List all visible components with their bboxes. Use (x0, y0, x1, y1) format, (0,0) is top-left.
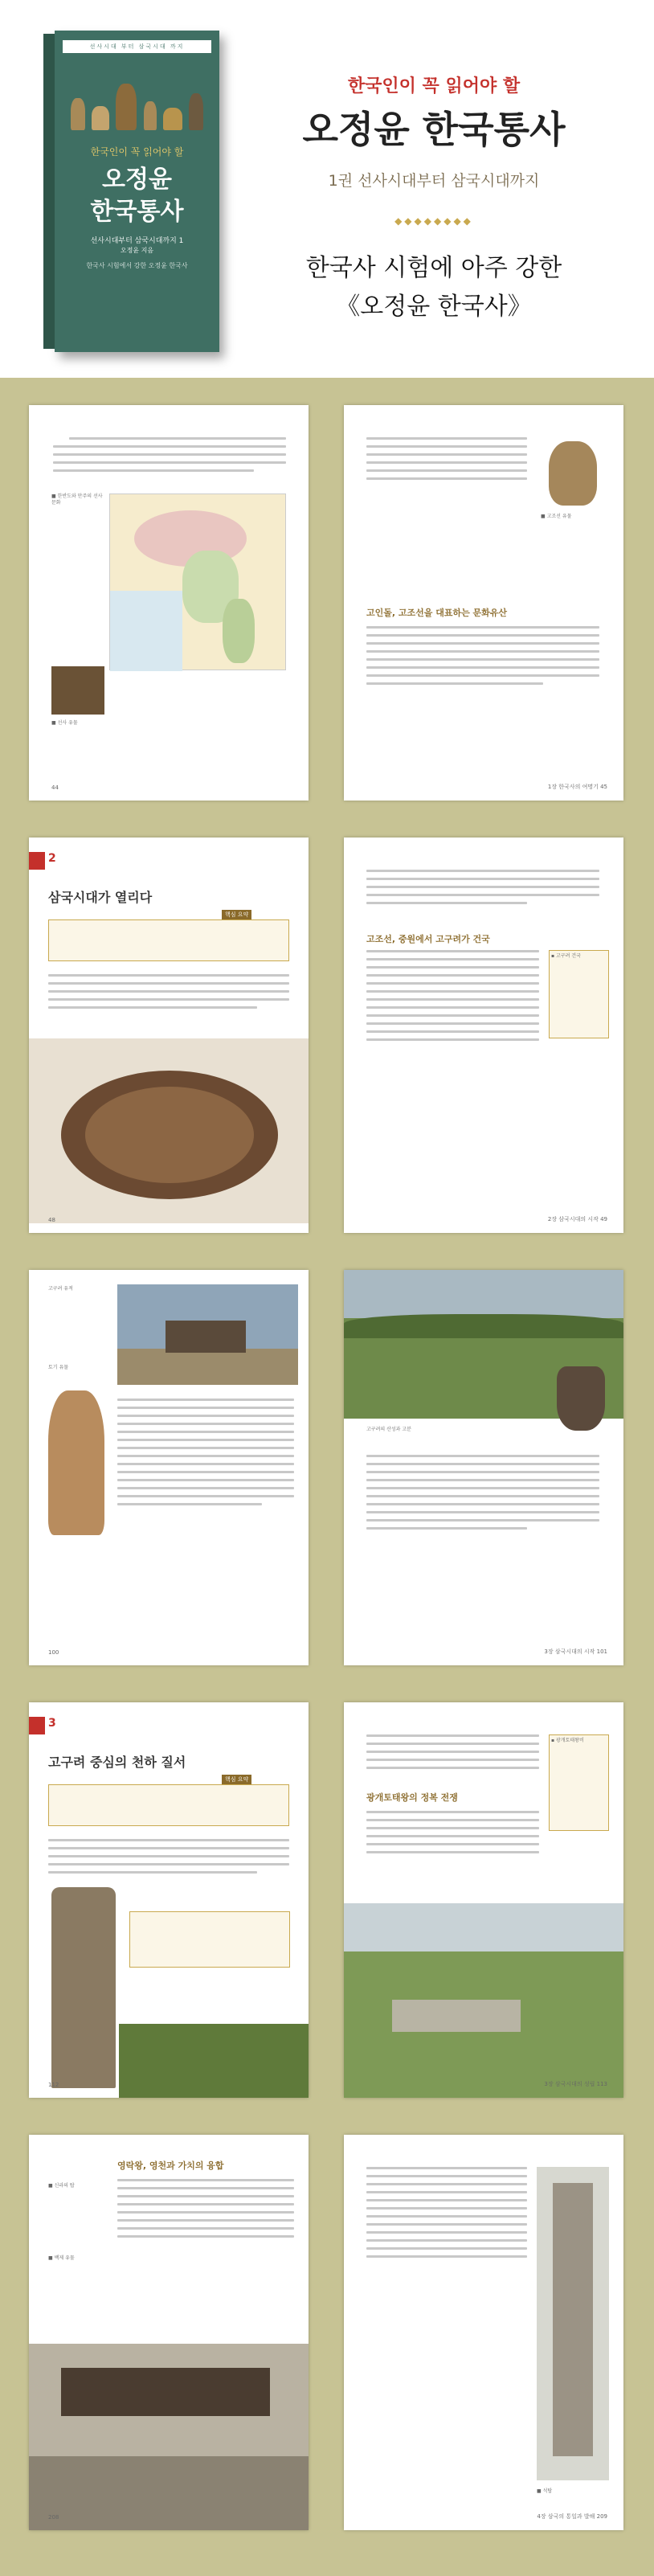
summary-box (48, 1784, 289, 1826)
book-desc: 한국사 시험에서 강한 오정윤 한국사 (86, 262, 188, 269)
book-author: 오정윤 지음 (120, 247, 154, 254)
pottery-photo (549, 441, 597, 506)
chapter-title: 고구려 중심의 천하 질서 (48, 1755, 186, 1770)
vessel-photo (557, 1366, 605, 1431)
folio: 44 (51, 784, 59, 791)
book-pretitle: 한국인이 꼭 읽어야 할 (90, 146, 184, 158)
page-44 (29, 405, 309, 801)
folio: 208 (48, 2514, 59, 2521)
aside-title: ▪ 고구려 건국 (551, 953, 581, 959)
page-100 (29, 1270, 309, 1665)
figurine-photo (48, 1390, 104, 1535)
page-208 (29, 2135, 309, 2530)
summary-box (48, 919, 289, 961)
mural-image (29, 1038, 309, 1223)
section-heading: 고조선, 중원에서 고구려가 건국 (366, 934, 490, 944)
chapter-title: 삼국시대가 열리다 (48, 890, 153, 905)
book-title-2: 한국통사 (90, 198, 184, 226)
page-48 (29, 838, 309, 1233)
book-title-1: 오정윤 (102, 166, 172, 194)
book-spine (43, 34, 55, 349)
page-49 (344, 838, 623, 1233)
side-note: ■ 백제 유물 (48, 2255, 75, 2261)
chapter-number: 2 (48, 852, 56, 865)
hero-title: 오정윤 한국통사 (302, 108, 566, 151)
page-113 (344, 1702, 623, 2098)
section-heading: 영락왕, 영천과 가치의 융합 (117, 2160, 224, 2171)
aside-box (549, 950, 609, 1038)
folio: 48 (48, 1217, 55, 1223)
photo-caption: 토기 유물 (48, 1365, 69, 1370)
pagoda-photo (537, 2167, 609, 2480)
chapter-number: 3 (48, 1717, 56, 1730)
photo-caption: 고구려 유적 (48, 1286, 73, 1292)
hero-subtitle: 1권 선사시대부터 삼국시대까지 (328, 172, 540, 190)
chapter-ribbon (29, 1717, 45, 1734)
photo-caption: 고구려의 산성과 고분 (366, 1427, 411, 1432)
product-hero (0, 0, 654, 378)
book-volume: 선사시대부터 삼국시대까지 1 (90, 237, 184, 245)
aside-title: ▪ 광개토태왕비 (551, 1738, 584, 1743)
hero-copy-line1: 한국사 시험에 아주 강한 (305, 254, 562, 282)
page-101 (344, 1270, 623, 1665)
photo-caption: ■ 고조선 유물 (541, 514, 572, 519)
folio: 2장 삼국시대의 시작 49 (547, 1216, 607, 1222)
artifact-row (63, 58, 211, 130)
stele-photo (51, 1887, 116, 2088)
folio: 3장 삼국시대의 성립 113 (544, 2081, 607, 2087)
chapter-ribbon (29, 852, 45, 870)
folio: 100 (48, 1649, 59, 1656)
folio: 1장 한국사의 여명기 45 (547, 784, 607, 790)
hero-copy-line2: 《오정윤 한국사》 (336, 293, 532, 321)
page-112 (29, 1702, 309, 2098)
side-note: ■ 신라의 탑 (48, 2183, 75, 2189)
page-spreads (0, 378, 654, 2576)
folio: 3장 삼국시대의 시작 101 (544, 1648, 607, 1655)
hero-tagline: 한국인이 꼭 읽어야 할 (347, 76, 521, 96)
fortress-photo (344, 1903, 623, 2098)
info-box (129, 1911, 290, 1968)
summary-label: 핵심 요약 (222, 910, 251, 919)
photo-caption: ■ 선사 유물 (51, 720, 78, 726)
diamond-divider: ◆◆◆◆◆◆◆◆ (394, 215, 473, 227)
book-cover (55, 31, 219, 352)
artifact-photo (51, 666, 104, 715)
temple-photo (29, 2344, 309, 2530)
field-photo (119, 2024, 309, 2098)
page-209 (344, 2135, 623, 2530)
summary-label: 핵심 요약 (222, 1775, 251, 1784)
section-heading: 고인돌, 고조선을 대표하는 문화유산 (366, 608, 508, 618)
photo-caption: ■ 석탑 (537, 2488, 553, 2494)
folio: 112 (48, 2082, 59, 2088)
palace-photo (117, 1284, 298, 1385)
map-figure (109, 493, 286, 670)
map-caption: ■ 한반도와 만주의 선사문화 (51, 493, 103, 506)
section-heading: 광개토태왕의 정복 전쟁 (366, 1792, 458, 1803)
book-band: 선사시대 부터 삼국시대 까지 (63, 40, 211, 53)
aside-box (549, 1734, 609, 1831)
page-45 (344, 405, 623, 801)
folio: 4장 삼국의 통일과 발해 209 (537, 2513, 607, 2520)
